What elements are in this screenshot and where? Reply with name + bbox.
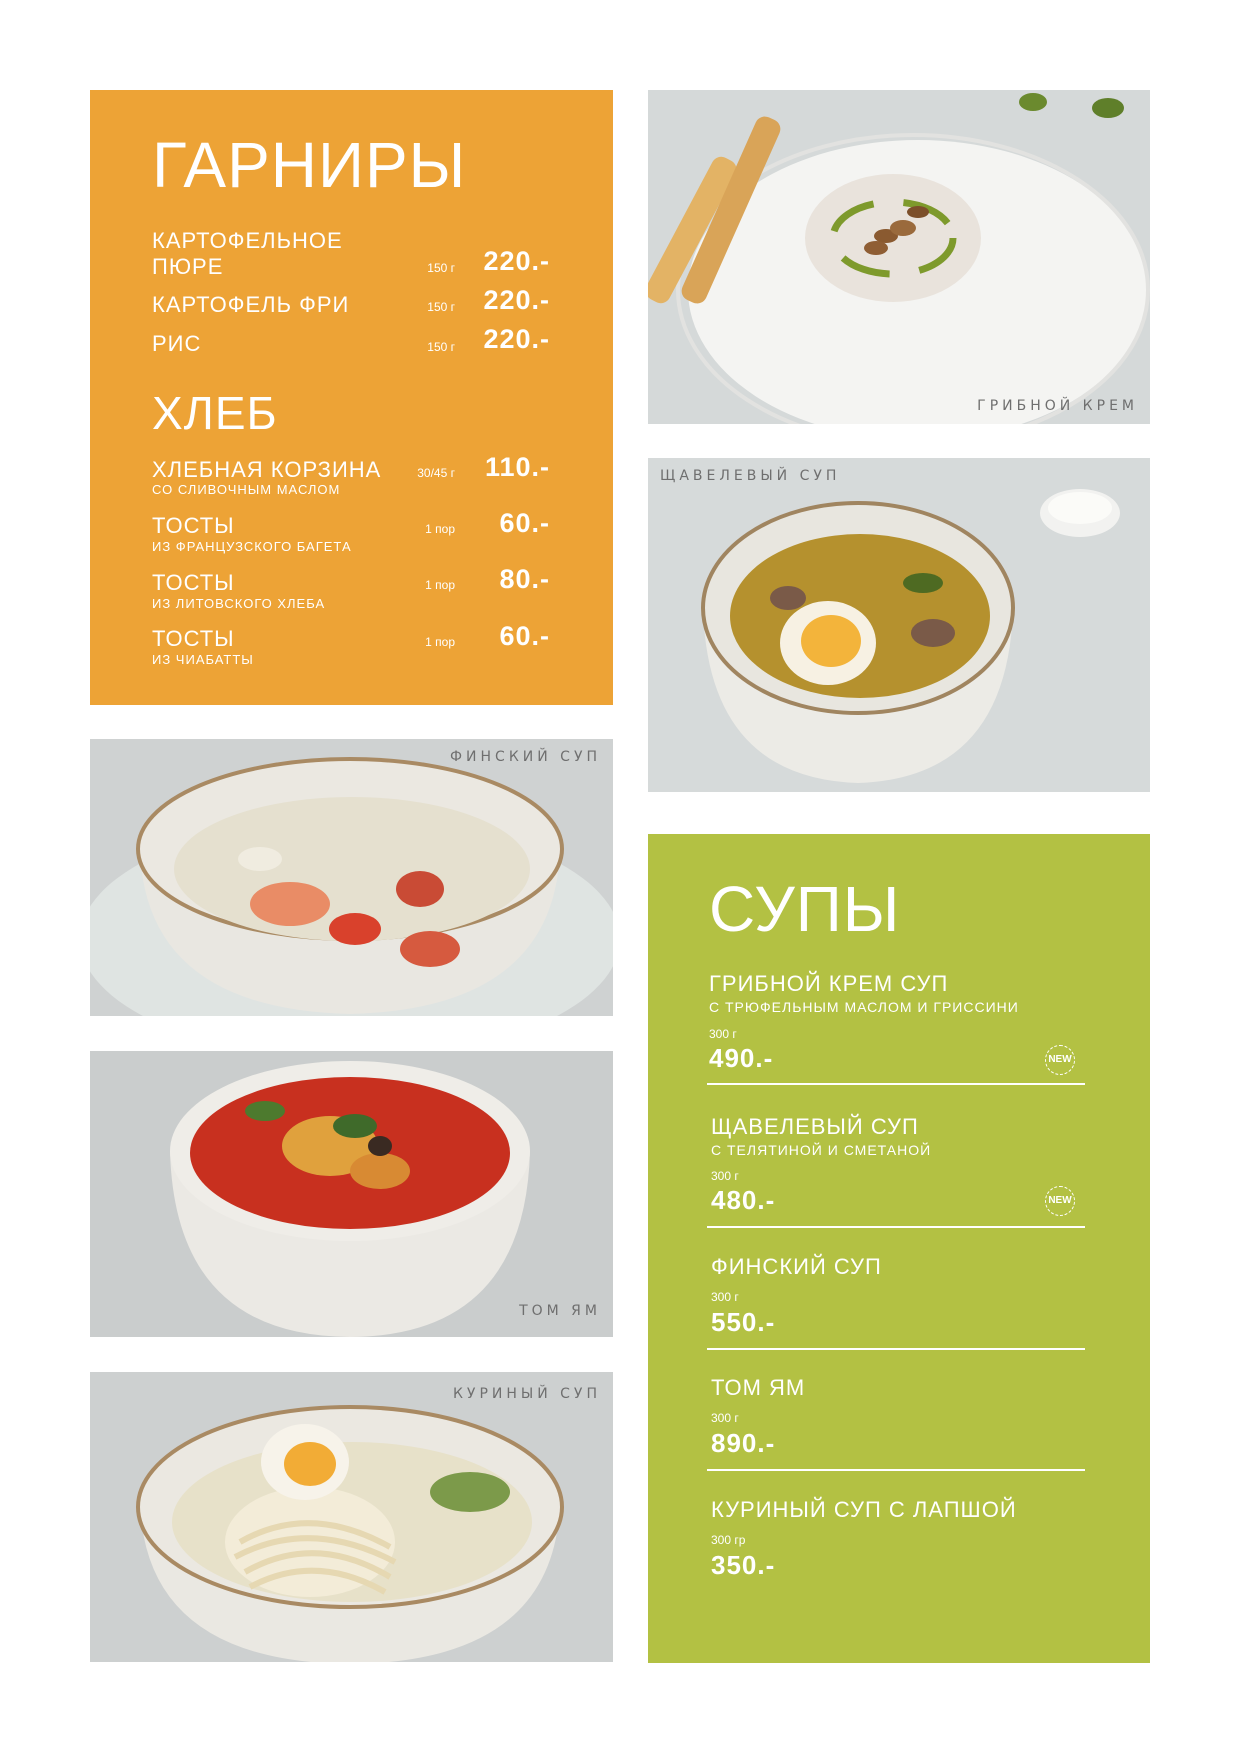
item-desc: С ТРЮФЕЛЬНЫМ МАСЛОМ И ГРИССИНИ — [709, 999, 1019, 1015]
item-name: КАРТОФЕЛЬ ФРИ — [152, 292, 350, 317]
new-badge: NEW — [1045, 1186, 1075, 1216]
sorrel-soup-illustration — [648, 458, 1150, 792]
photo-finsky-sup — [90, 739, 613, 1016]
item-price: 890.- — [711, 1428, 776, 1458]
item-weight: 150 г — [427, 340, 455, 354]
item-weight: 150 г — [427, 261, 455, 275]
divider — [707, 1083, 1085, 1085]
item-name: ФИНСКИЙ СУП — [711, 1254, 882, 1279]
photo-caption: КУРИНЫЙ СУП — [452, 1386, 601, 1402]
item-name: КУРИНЫЙ СУП С ЛАПШОЙ — [711, 1497, 1017, 1522]
supy-panel — [648, 834, 1150, 1663]
item-weight: 30/45 г — [417, 466, 455, 480]
photo-kuriny-sup — [90, 1372, 613, 1662]
item-name: ЩАВЕЛЕВЫЙ СУП — [711, 1114, 919, 1139]
item-price: 490.- — [709, 1043, 774, 1073]
divider — [707, 1348, 1085, 1350]
item-name: РИС — [152, 331, 202, 356]
hleb-title: ХЛЕБ — [152, 387, 278, 439]
divider — [707, 1469, 1085, 1471]
photo-gribnoy-krem — [648, 90, 1150, 424]
finnish-soup-illustration — [90, 739, 613, 1016]
item-price: 480.- — [711, 1185, 776, 1215]
item-desc: С ТЕЛЯТИНОЙ И СМЕТАНОЙ — [711, 1142, 932, 1158]
garniry-title: ГАРНИРЫ — [152, 129, 467, 201]
item-name: ГРИБНОЙ КРЕМ СУП — [709, 971, 949, 996]
photo-tom-yam — [90, 1051, 613, 1337]
photo-shchavelevy-sup — [648, 458, 1150, 792]
divider — [707, 1226, 1085, 1228]
item-price: 350.- — [711, 1550, 776, 1580]
item-name: ТОСТЫ — [152, 570, 235, 595]
item-weight: 300 г — [709, 1027, 737, 1041]
item-price: 220.- — [483, 246, 550, 276]
item-name: КАРТОФЕЛЬНОЕ ПЮРЕ — [152, 228, 343, 279]
item-price: 550.- — [711, 1307, 776, 1337]
photo-caption: ФИНСКИЙ СУП — [450, 749, 601, 765]
photo-caption: ЩАВЕЛЕВЫЙ СУП — [660, 468, 841, 484]
item-desc: ИЗ ЧИАБАТТЫ — [152, 652, 254, 667]
item-weight: 300 г — [711, 1169, 739, 1183]
mushroom-soup-illustration — [648, 90, 1150, 424]
tom-yam-illustration — [90, 1051, 613, 1337]
photo-caption: ТОМ ЯМ — [519, 1303, 601, 1319]
garniry-panel — [90, 90, 613, 705]
item-desc: СО СЛИВОЧНЫМ МАСЛОМ — [152, 482, 341, 497]
item-price: 60.- — [499, 621, 550, 651]
item-weight: 1 пор — [425, 635, 455, 649]
item-desc: ИЗ ЛИТОВСКОГО ХЛЕБА — [152, 596, 326, 611]
photo-caption: ГРИБНОЙ КРЕМ — [977, 398, 1138, 414]
item-weight: 150 г — [427, 300, 455, 314]
item-weight: 1 пор — [425, 522, 455, 536]
item-name: ТОСТЫ — [152, 513, 235, 538]
new-badge: NEW — [1045, 1045, 1075, 1075]
item-name: ТОМ ЯМ — [711, 1375, 806, 1400]
item-weight: 1 пор — [425, 578, 455, 592]
item-price: 110.- — [484, 452, 550, 482]
item-price: 220.- — [483, 285, 550, 315]
item-price: 60.- — [499, 508, 550, 538]
item-desc: ИЗ ФРАНЦУЗСКОГО БАГЕТА — [152, 539, 352, 554]
chicken-soup-illustration — [90, 1372, 613, 1662]
item-weight: 300 г — [711, 1290, 739, 1304]
item-name: ТОСТЫ — [152, 626, 235, 651]
item-name: ХЛЕБНАЯ КОРЗИНА — [152, 457, 382, 482]
supy-title: СУПЫ — [709, 873, 901, 945]
item-weight: 300 гр — [711, 1533, 746, 1547]
item-price: 80.- — [499, 564, 550, 594]
item-weight: 300 г — [711, 1411, 739, 1425]
item-price: 220.- — [483, 324, 550, 354]
